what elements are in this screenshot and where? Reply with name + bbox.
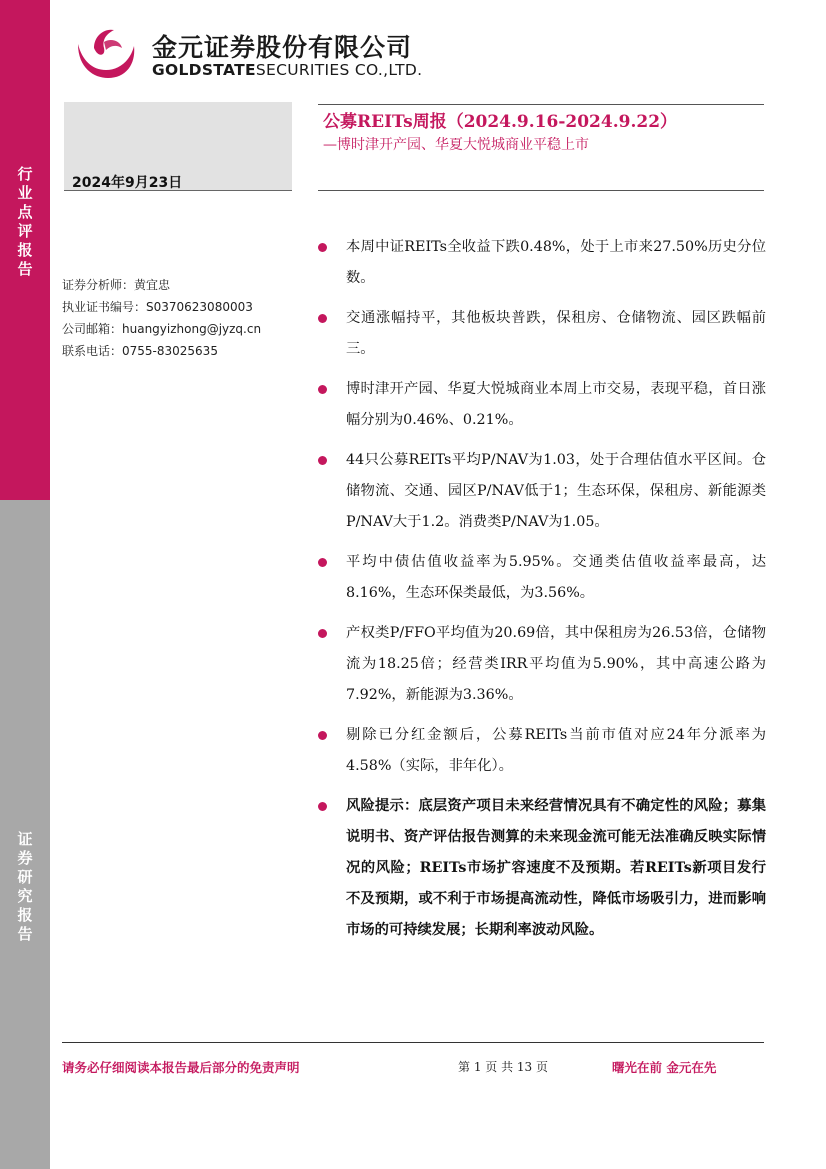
report-subtitle: —博时津开产园、华夏大悦城商业平稳上市 bbox=[323, 137, 589, 153]
bullet-dot-icon bbox=[318, 558, 327, 567]
sidebar-char: 告 bbox=[17, 260, 33, 278]
sidebar-char: 业 bbox=[17, 184, 33, 202]
key-point bbox=[318, 720, 766, 782]
sidebar-char: 研 bbox=[17, 868, 33, 886]
sidebar-char: 券 bbox=[17, 849, 33, 867]
sidebar-char: 证 bbox=[17, 830, 33, 848]
bullet-dot-icon bbox=[318, 385, 327, 394]
sidebar-char: 报 bbox=[17, 241, 33, 259]
bullet-dot-icon bbox=[318, 314, 327, 323]
key-points-list bbox=[318, 232, 766, 955]
title-rule-top bbox=[318, 104, 764, 105]
sidebar-char: 报 bbox=[17, 906, 33, 924]
key-point-text: 产权类P/FFO平均值为20.69倍，其中保租房为26.53倍，仓储物流为18.25倍；经营类IRR平均值为5.90%，其中高速公路为7.92%，新能源为3.36%。 bbox=[346, 625, 766, 703]
key-point-text: 剔除已分红金额后，公募REITs当前市值对应24年分派率为4.58%（实际，非年化）。 bbox=[346, 727, 766, 774]
key-point bbox=[318, 618, 766, 711]
sidebar-report-type-label bbox=[0, 165, 50, 279]
risk-warning-text: 风险提示：底层资产项目未来经营情况具有不确定性的风险；募集说明书、资产评估报告测算的未来现金流可能无法准确反映实际情况的风险；REITs市场扩容速度不及预期。若REITs新项目发行不及预期，或不利于市场提高流动性，降低市场吸引力，进而影响市场的可持续发展；长期利率波动风险。 bbox=[346, 798, 766, 938]
key-point bbox=[318, 232, 766, 294]
title-rule-bottom bbox=[318, 190, 764, 191]
report-date: 2024年9月23日 bbox=[72, 175, 183, 191]
key-point bbox=[318, 374, 766, 436]
company-name-cn: 金元证券股份有限公司 bbox=[152, 33, 413, 62]
company-name-en-rest: SECURITIES CO.,LTD. bbox=[255, 61, 423, 79]
key-point bbox=[318, 547, 766, 609]
bullet-dot-icon bbox=[318, 802, 327, 811]
key-point-text: 交通涨幅持平，其他板块普跌，保租房、仓储物流、园区跌幅前三。 bbox=[346, 310, 766, 357]
footer-divider bbox=[62, 1042, 764, 1043]
key-point bbox=[318, 445, 766, 538]
company-logo-icon bbox=[74, 24, 138, 80]
bullet-dot-icon bbox=[318, 456, 327, 465]
analyst-email: 公司邮箱：huangyizhong@jyzq.cn bbox=[62, 322, 262, 336]
bullet-dot-icon bbox=[318, 629, 327, 638]
sidebar-char: 评 bbox=[17, 222, 33, 240]
key-point bbox=[318, 303, 766, 365]
footer-slogan: 曙光在前 金元在先 bbox=[612, 1060, 717, 1075]
sidebar-research-label bbox=[0, 830, 50, 944]
analyst-name: 证券分析师：黄宜忠 bbox=[62, 278, 171, 292]
analyst-license: 执业证书编号：S0370623080003 bbox=[62, 300, 253, 314]
sidebar-char: 行 bbox=[17, 165, 33, 183]
risk-warning bbox=[318, 791, 766, 946]
footer-page-number: 第 1 页 共 13 页 bbox=[458, 1060, 548, 1074]
key-point-text: 平均中债估值收益率为5.95%。交通类估值收益率最高，达8.16%，生态环保类最低，为3.56%。 bbox=[346, 554, 766, 601]
bullet-dot-icon bbox=[318, 731, 327, 740]
analyst-info bbox=[62, 274, 261, 362]
bullet-dot-icon bbox=[318, 243, 327, 252]
analyst-phone: 联系电话：0755-83025635 bbox=[62, 344, 218, 358]
report-title: 公募REITs周报（2024.9.16-2024.9.22） bbox=[323, 112, 678, 132]
footer-disclaimer: 请务必仔细阅读本报告最后部分的免责声明 bbox=[62, 1060, 300, 1075]
key-point-text: 本周中证REITs全收益下跌0.48%，处于上市来27.50%历史分位数。 bbox=[346, 239, 766, 286]
sidebar-char: 告 bbox=[17, 925, 33, 943]
key-point-text: 博时津开产园、华夏大悦城商业本周上市交易，表现平稳，首日涨幅分别为0.46%、0.21%。 bbox=[346, 381, 766, 428]
sidebar-char: 点 bbox=[17, 203, 33, 221]
company-name-en bbox=[152, 61, 422, 79]
company-name-en-bold: GOLDSTATE bbox=[152, 61, 256, 79]
sidebar-char: 究 bbox=[17, 887, 33, 905]
key-point-text: 44只公募REITs平均P/NAV为1.03，处于合理估值水平区间。仓储物流、交通、园区P/NAV低于1；生态环保，保租房、新能源类P/NAV大于1.2。消费类P/NAV为1.05。 bbox=[346, 452, 766, 530]
